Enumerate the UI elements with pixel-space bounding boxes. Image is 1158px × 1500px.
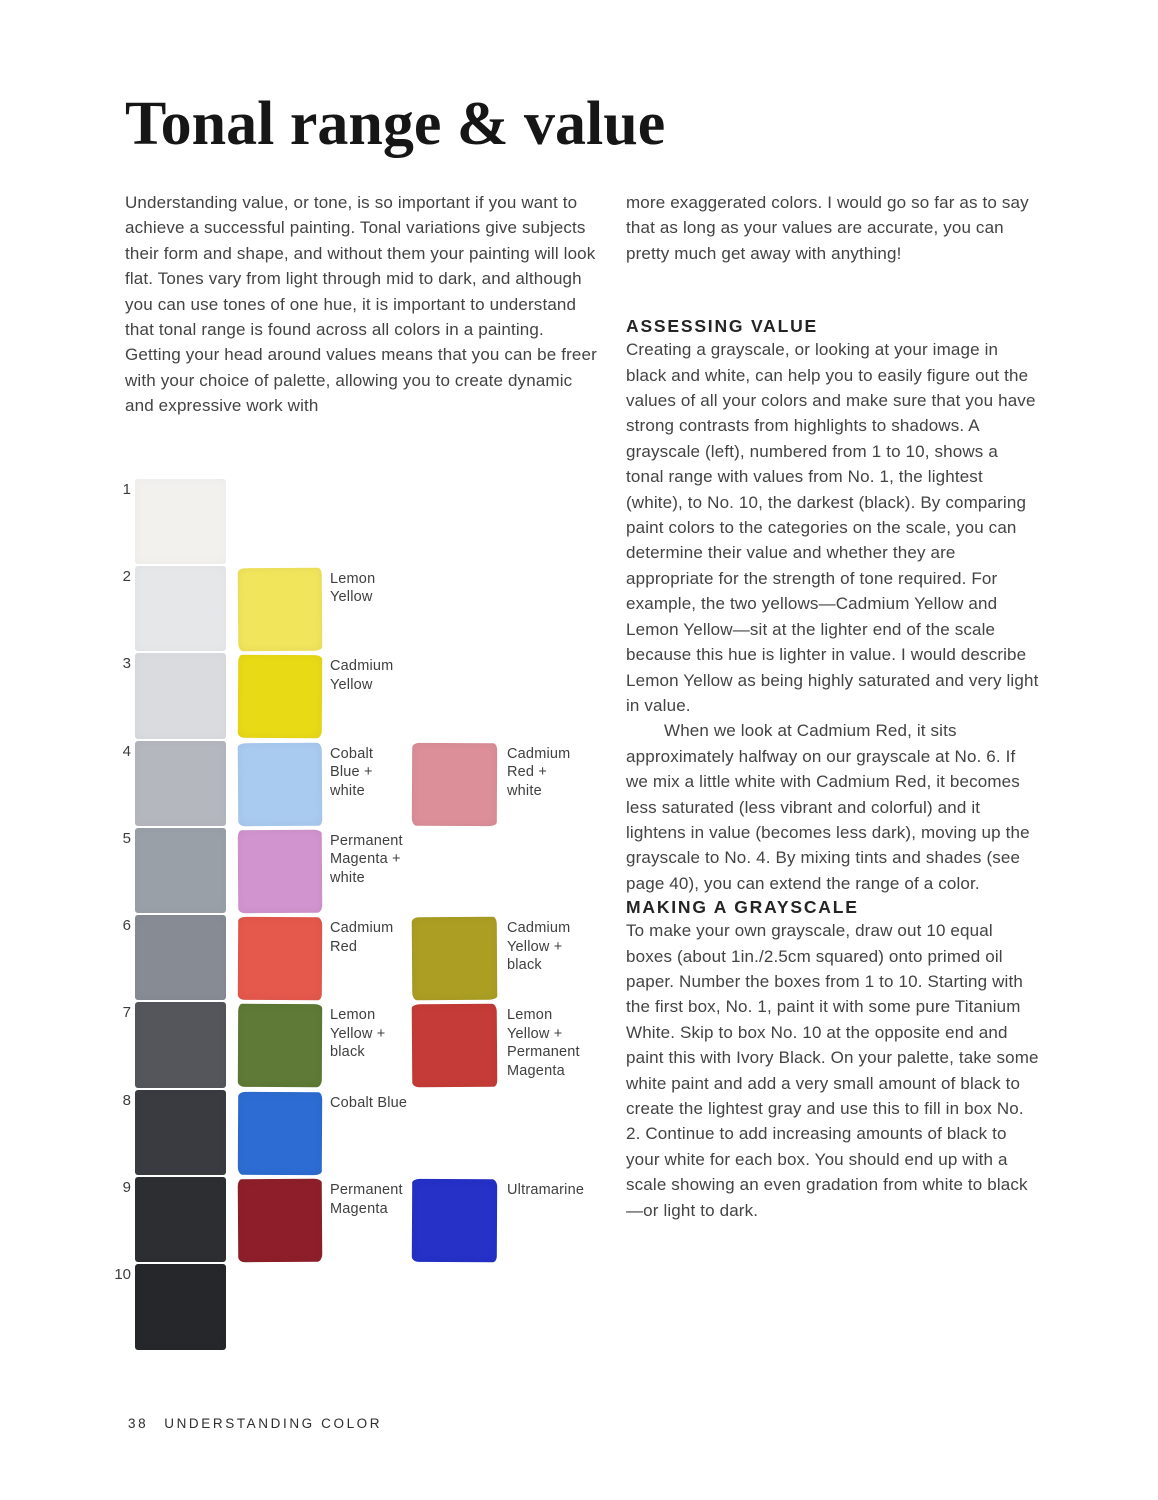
lemon-yellow-swatch [238,568,323,652]
page-number: 38 [128,1416,149,1431]
grayscale-cell-7 [135,1002,226,1087]
assessing-paragraph-2: When we look at Cadmium Red, it sits approximately halfway on our grayscale at No. 6. If we mix a little white with Cadmium Red, it becomes less saturated (less vibrant and colorful) and it lightens in value (becomes less dark), moving up the grayscale to No. 4. By mixing tints and shades (see page 40), you can extend the range of a color. [626,721,1030,893]
swatch-label-line: Permanent [330,1182,403,1199]
swatch-label-line: white [330,869,365,886]
ultramarine-label [507,1181,584,1200]
cadmium-yellow-black-label [507,919,570,975]
cadmium-yellow-swatch [238,655,322,738]
swatch-label-line: Cadmium [330,920,394,937]
lemon-yellow-black-swatch [238,1004,322,1087]
swatch-label-line: white [330,782,365,799]
swatch-label-line: Red + [507,764,548,781]
swatch-label-line: white [507,782,542,799]
swatch-label-line: Yellow [330,589,373,606]
left-column [114,190,599,1359]
swatch-label-line: black [330,1044,365,1061]
permanent-magenta-white-label [330,832,403,888]
swatch-label-line: Magenta [330,1200,388,1217]
grayscale-cell-1 [135,479,226,564]
cadmium-red-label [330,919,393,956]
cadmium-yellow-label [330,657,393,694]
tonal-scale-figure [114,479,599,1359]
grayscale-cell-3 [135,653,226,738]
swatch-label-line: Red [330,938,358,955]
cobalt-blue-white-label [330,745,373,801]
permanent-magenta-label [330,1181,403,1218]
grayscale-number-8: 8 [122,1091,131,1109]
swatch-label-line: Magenta [507,1062,565,1079]
swatch-label-line: Blue + [330,764,373,781]
grayscale-cell-5 [135,828,226,913]
right-column [626,190,1040,1359]
swatch-label-line: Lemon [507,1007,553,1024]
swatch-label-line: Yellow [330,676,373,693]
lemon-yellow-permanent-magenta-swatch [412,1004,498,1088]
ultramarine-swatch [412,1179,497,1262]
two-column-text [114,190,1040,1359]
grayscale-cell-10 [135,1264,226,1349]
swatch-label-line: Cadmium [507,745,571,762]
section-heading-making-grayscale: MAKING A GRAYSCALE [626,897,859,918]
section-heading-assessing-value: ASSESSING VALUE [626,316,818,337]
swatch-label-line: Yellow + [330,1025,386,1042]
cadmium-red-white-label [507,745,570,801]
swatch-label-line: Yellow + [507,938,563,955]
swatch-label-line: Permanent [330,832,403,849]
grayscale-number-6: 6 [122,917,131,935]
grayscale-number-3: 3 [122,655,131,673]
making-paragraph: To make your own grayscale, draw out 10 equal boxes (about 1in./2.5cm squared) onto primed oil paper. Number the boxes from 1 to 10. Starting with the first box, No. 1, paint it with some pure Titanium White. Skip to box No. 10 at the opposite end and paint this with Ivory Black. On your palette, take some white paint and add a very small amount of black to create the lightest gray and use this to fill in box No. 2. Continue to add increasing amounts of black to your white for each box. You should end up with a scale showing an even gradation from white to black—or light to dark. [626,921,1039,1220]
grayscale-number-1: 1 [122,480,131,498]
permanent-magenta-swatch [238,1179,323,1263]
assessing-paragraph-1: Creating a grayscale, or looking at your image in black and white, can help you to easily figure out the values of all your colors and make sure that you have strong contrasts from highlights to shadows. A grayscale (left), numbered from 1 to 10, shows a tonal range with values from No. 1, the lightest (white), to No. 10, the darkest (black). By comparing paint colors to the categories on the scale, you can determine their value and whether they are appropriate for the strength of tone required. For example, the two yellows—Cadmium Yellow and Lemon Yellow—sit at the lighter end of the scale because this hue is lighter in value. I would describe Lemon Yellow as being highly saturated and very light in value. [626,340,1039,715]
grayscale-number-5: 5 [122,829,131,847]
swatch-label-line: Cadmium [330,658,394,675]
grayscale-cell-4 [135,741,226,826]
swatch-label-line: black [507,957,542,974]
swatch-label-line: Lemon [330,570,376,587]
swatch-label-line: Cobalt [330,745,374,762]
cobalt-blue-label [330,1094,407,1113]
cadmium-red-white-swatch [412,742,497,825]
permanent-magenta-white-swatch [238,830,323,914]
lemon-yellow-label [330,570,375,607]
swatch-label-line: Yellow + [507,1025,563,1042]
swatch-label-line: Lemon [330,1007,376,1024]
grayscale-number-7: 7 [122,1004,131,1022]
grayscale-number-2: 2 [122,567,131,585]
grayscale-cell-8 [135,1090,226,1175]
swatch-label-line: Permanent [507,1044,580,1061]
grayscale-cell-2 [135,566,226,651]
lemon-yellow-black-label [330,1006,385,1062]
swatch-label-line: Magenta + [330,851,401,868]
left-paragraph: Understanding value, or tone, is so important if you want to achieve a successful painting. Tonal variations give subjects their form and shape, and without them your painting will look flat. Tones vary from light through mid to dark, and although you can use tones of one hue, it is important to understand that tonal range is found across all colors in a painting. Getting your head around values means that you can be freer with your choice of palette, allowing you to create dynamic and expressive work with [125,193,597,416]
cobalt-blue-white-swatch [238,742,323,826]
grayscale-cell-9 [135,1177,226,1262]
book-title: UNDERSTANDING COLOR [164,1416,383,1431]
swatch-label-line: Cadmium [507,920,571,937]
grayscale-number-10: 10 [114,1266,131,1284]
lemon-yellow-permanent-magenta-label [507,1006,580,1080]
right-intro-paragraph: more exaggerated colors. I would go so far as to say that as long as your values are accurate, you can pretty much get away with anything! [626,193,1029,263]
page-title: Tonal range & value [125,90,666,158]
grayscale-cell-6 [135,915,226,1000]
cobalt-blue-swatch [238,1092,322,1175]
swatch-label-line: Cobalt Blue [330,1094,408,1111]
grayscale-number-9: 9 [122,1179,131,1197]
page-footer [128,1416,382,1431]
swatch-label-line: Ultramarine [507,1182,585,1199]
grayscale-number-4: 4 [122,742,131,760]
cadmium-yellow-black-swatch [412,917,498,1001]
cadmium-red-swatch [238,917,322,1000]
